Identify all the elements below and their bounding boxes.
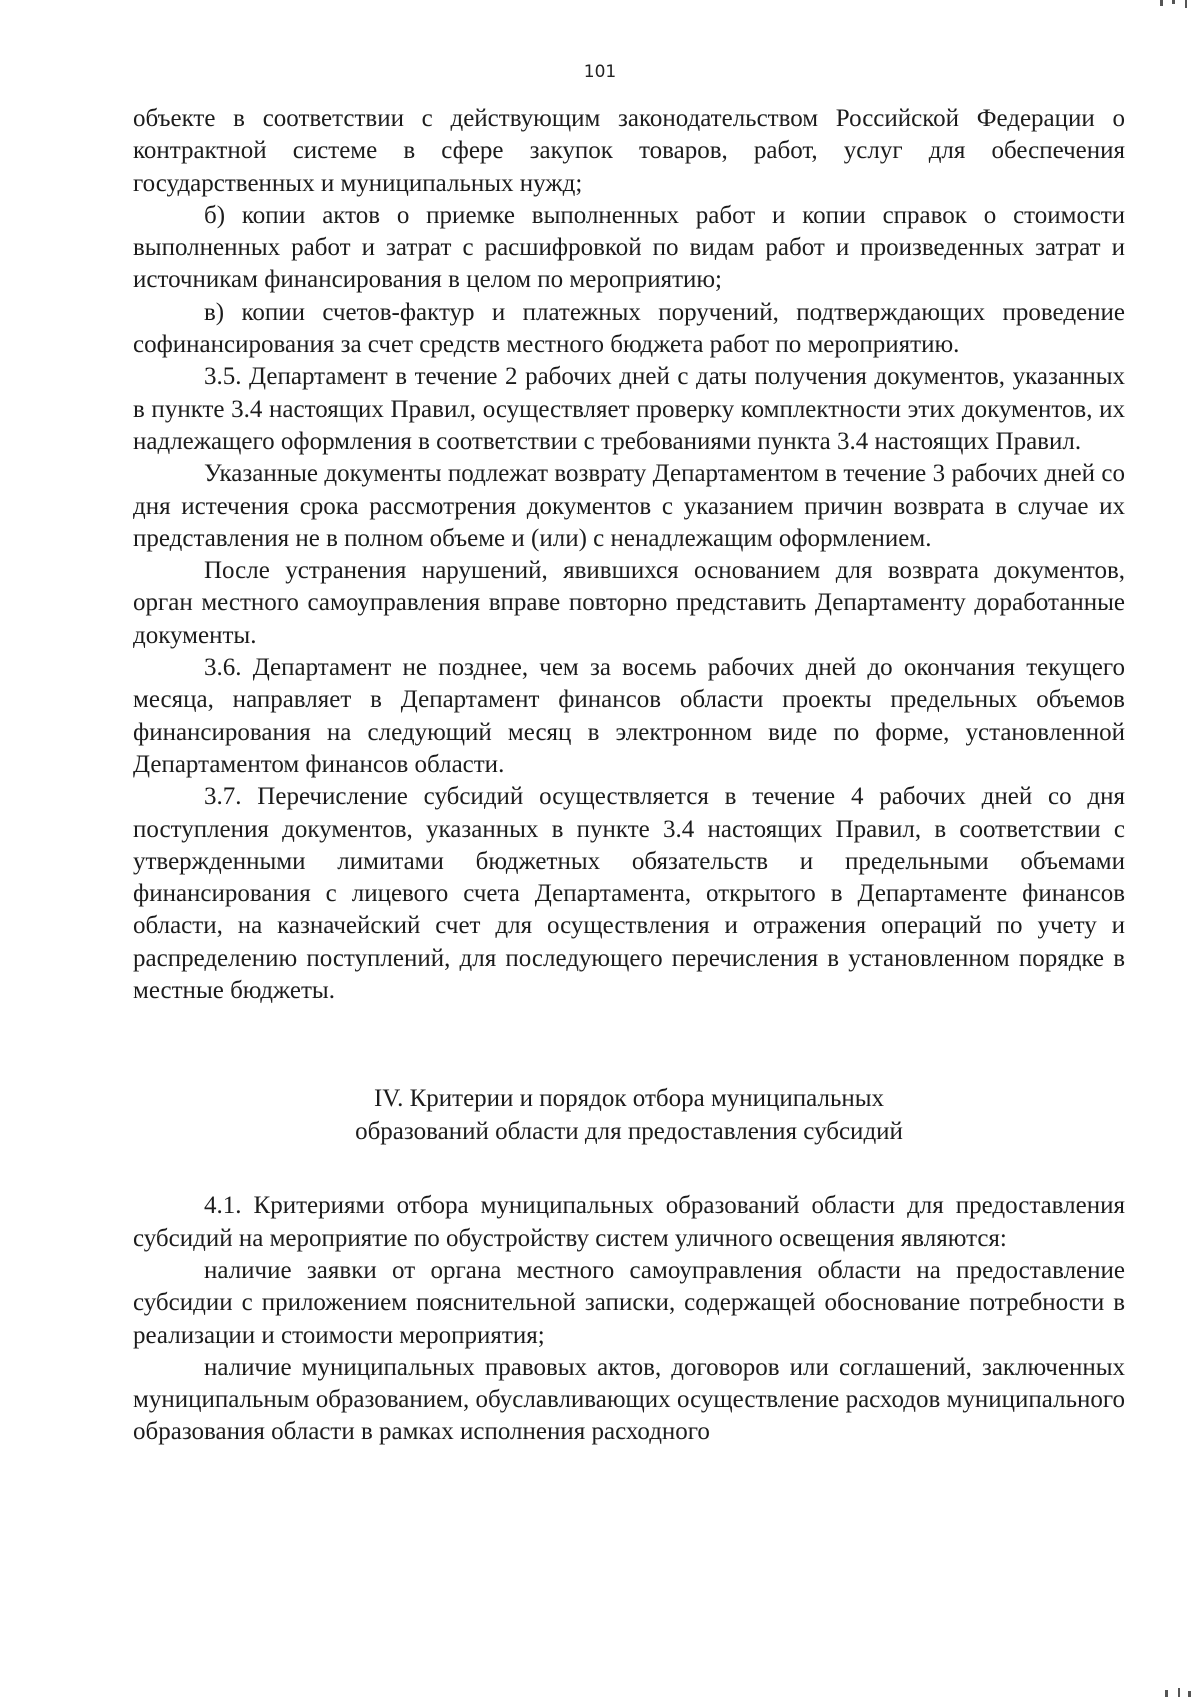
paragraph: Указанные документы подлежат возврату Департаментом в течение 3 рабочих дней со дня истечения срока рассмотрения документов с указанием причин возврата в случае их представления не в полном объеме и (или) с ненадлежащим оформлением. [133,460,1125,552]
section-heading-line: образований области для предоставления субсидий [355,1118,903,1146]
scan-mark-top-right [1172,0,1175,4]
paragraph: наличие муниципальных правовых актов, договоров или соглашений, заключенных муниципальным образованием, обуславливающих осуществление расходов муниципального образования области в рамках исполнения расходного [133,1353,1125,1446]
document-body [133,103,1125,1449]
scan-mark-top-right [1185,0,1187,8]
scan-mark-top-right [1160,0,1163,6]
paragraph: б) копии актов о приемке выполненных работ и копии справок о стоимости выполненных работ и затрат с расшифровкой по видам работ и произведенных затрат и источникам финансирования в целом по мероприятию; [133,201,1125,294]
section-heading [133,1082,1125,1148]
section-heading-line: IV. Критерии и порядок отбора муниципальных [373,1085,885,1113]
paragraph-3-7: 3.7. Перечисление субсидий осуществляется в течение 4 рабочих дней со дня поступления документов, указанных в пункте 3.4 настоящих Правил, в соответствии с утвержденными лимитами бюджетных обязательств и предельными объемами финансирования с лицевого счета Департамента, открытого в Департаменте финансов области, на казначейский счет для осуществления и отражения операций по учету и распределению поступлений, для последующего перечисления в установленном порядке в местные бюджеты. [133,783,1125,1005]
scan-mark-bottom-right [1178,1688,1180,1697]
paragraph: объекте в соответствии с действующим законодательством Российской Федерации о контрактной системе в сфере закупок товаров, работ, услуг для обеспечения государственных и муниципальных нужд; [133,105,1125,197]
paragraph-3-6: 3.6. Департамент не позднее, чем за восемь рабочих дней до окончания текущего месяца, направляет в Департамент финансов области проекты предельных объемов финансирования на следующий месяц в электронном виде по форме, установленной Департаментом финансов области. [133,654,1125,778]
scan-mark-bottom-right [1165,1690,1168,1697]
scan-mark-bottom-right [1188,1691,1191,1697]
paragraph: в) копии счетов-фактур и платежных поручений, подтверждающих проведение софинансирования за счет средств местного бюджета работ по мероприятию. [133,298,1125,359]
paragraph: наличие заявки от органа местного самоуправления области на предоставление субсидии с приложением пояснительной записки, содержащей обоснование потребности в реализации и стоимости мероприятия; [133,1256,1125,1349]
paragraph-4-1: 4.1. Критериями отбора муниципальных образований области для предоставления субсидий на мероприятие по обустройству систем уличного освещения являются: [133,1192,1125,1252]
paragraph: После устранения нарушений, явившихся основанием для возврата документов, орган местного самоуправления вправе повторно представить Департаменту доработанные документы. [133,557,1125,649]
paragraph-3-5: 3.5. Департамент в течение 2 рабочих дней с даты получения документов, указанных в пункте 3.4 настоящих Правил, осуществляет проверку комплектности этих документов, их надлежащего оформления в соответствии с требованиями пункта 3.4 настоящих Правил. [133,363,1125,455]
page-number: 101 [583,62,617,82]
